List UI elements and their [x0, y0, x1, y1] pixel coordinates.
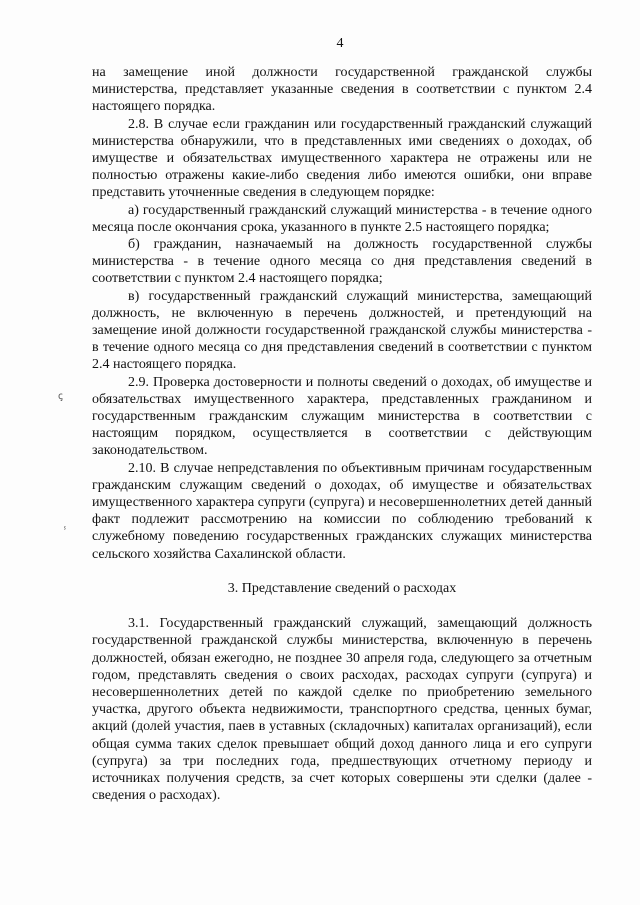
paragraph-3-1: 3.1. Государственный гражданский служащий, замещающий должность государственной гражданской службы министерства, включенную в перечень должностей, обязан ежегодно, не позднее 30 апреля года, следующего за отчетным годом, представлять сведения о своих расходах, расходах супруги (супруга) и несовершеннолетних детей по каждой сделке по приобретению земельного участка, другого объекта недвижимости, транспортного средства, ценных бумаг, акций (долей участия, паев в уставных (складочных) капиталах организаций), если общая сумма таких сделок превышает общий доход данного лица и его супруги (супруга) за три последних года, предшествующих отчетному периоду и источниках получения средств, за счет которых совершены эти сделки (далее - сведения о расходах). — [92, 616, 592, 804]
section-heading: 3. Представление сведений о расходах — [227, 580, 457, 596]
margin-mark-icon: ⸯ — [62, 528, 68, 539]
paragraph-2-8-a: а) государственный гражданский служащий министерства - в течение одного месяца после окончания срока, указанного в пункте 2.5 настоящего порядка; — [92, 202, 592, 235]
paragraph-2-8-b: б) гражданин, назначаемый на должность государственной службы министерства - в течение одного месяца со дня представления сведений в соответствии с пунктом 2.4 настоящего порядка; — [92, 237, 592, 287]
paragraph-continuation: на замещение иной должности государственной гражданской службы министерства, представляет указанные сведения в соответствии с пунктом 2.4 настоящего порядка. — [92, 65, 592, 115]
paragraph-2-9: 2.9. Проверка достоверности и полноты сведений о доходах, об имуществе и обязательствах имущественного характера, представленных гражданином и государственным гражданским служащим министерства в соответствии с настоящим порядком, осуществляется в соответствии с действующим законодательством. — [92, 374, 592, 459]
paragraph-2-8: 2.8. В случае если гражданин или государственный гражданский служащий министерства обнаружили, что в представленных ими сведениях о доходах, об имуществе и обязательствах имущественного характера не отражены или не полностью отражены какие-либо сведения либо имеются ошибки, они вправе представить уточненные сведения в следующем порядке: — [92, 116, 592, 201]
page-number: 4 — [336, 36, 344, 51]
paragraph-2-10: 2.10. В случае непредставления по объективным причинам государственным гражданским служащим сведений о доходах, об имуществе и обязательствах имущественного характера супруги (супруга) и несовершеннолетних детей данный факт подлежит рассмотрению на комиссии по соблюдению требований к служебному поведению государственных гражданских служащих министерства сельского хозяйства Сахалинской области. — [92, 460, 592, 562]
document-body — [92, 64, 592, 804]
paragraph-2-8-v: в) государственный гражданский служащий министерства, замещающий должность, не включенную в перечень должностей, и претендующий на замещение иной должности государственной гражданской службы министерства - в течение одного месяца со дня представления сведений в соответствии с пунктом 2.4 настоящего порядка. — [92, 288, 592, 373]
margin-mark-icon: ꞔ — [58, 391, 63, 402]
